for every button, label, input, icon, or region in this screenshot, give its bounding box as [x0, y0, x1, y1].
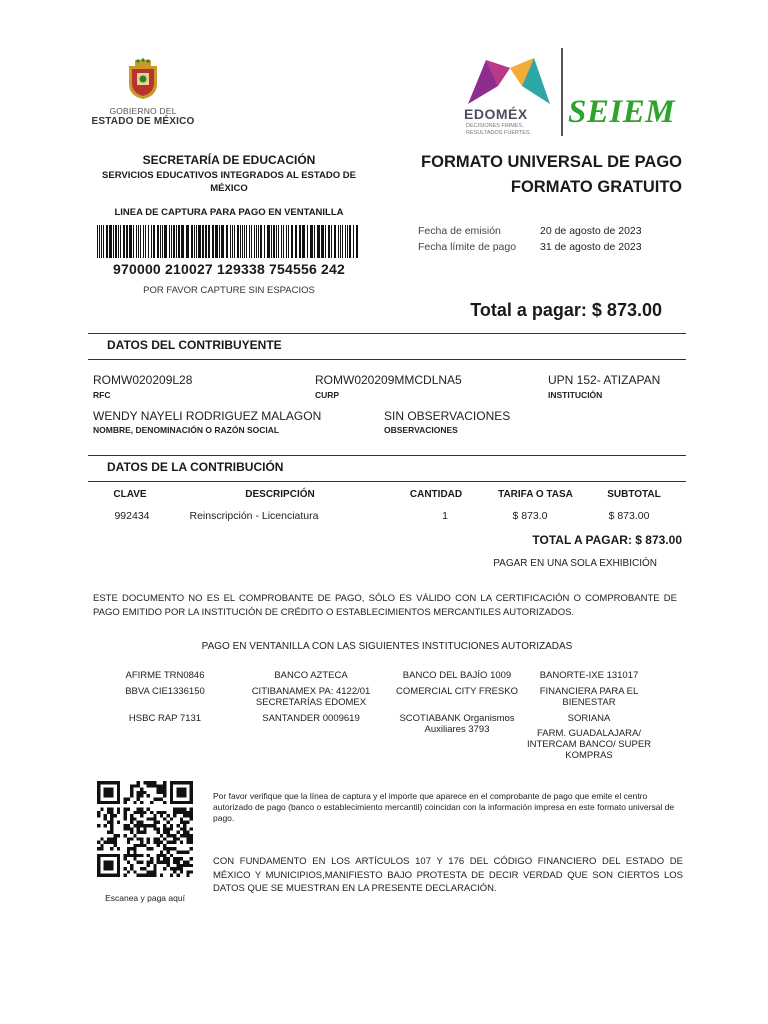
capture-note: POR FAVOR CAPTURE SIN ESPACIOS [143, 285, 315, 296]
institucion-value: UPN 152- ATIZAPAN [548, 373, 661, 387]
bank-hsbc: HSBC RAP 7131 [128, 713, 202, 724]
observaciones-label: OBSERVACIONES [384, 425, 458, 435]
col-subtotal-header: SUBTOTAL [607, 489, 661, 500]
qr-caption: Escanea y paga aquí [105, 893, 185, 903]
col-cantidad-header: CANTIDAD [409, 489, 463, 500]
gobierno-line-1: GOBIERNO DEL [109, 106, 177, 116]
divider [88, 359, 686, 360]
gobierno-estado-mexico-logo [88, 58, 198, 136]
linea-captura-number: 970000 210027 129338 754556 242 [113, 261, 345, 277]
fecha-limite-value: 31 de agosto de 2023 [540, 241, 642, 253]
fundamento-text: CON FUNDAMENTO EN LOS ARTÍCULOS 107 Y 176 DEL CÓDIGO FINANCIERO DEL ESTADO DE MÉXICO Y MUNICIPIOS,MANIFIESTO BAJO PROTESTA DE DECIR VERDAD QUE SON CIERTOS LOS DATOS QUE SE MUESTRAN EN LA PRESENTE DECLARACIÓN. [213, 856, 683, 894]
nombre-value: WENDY NAYELI RODRIGUEZ MALAGON [93, 409, 322, 423]
col-clave-header: CLAVE [113, 489, 147, 500]
verify-text: Por favor verifique que la línea de captura y el importe que aparece en el comprobante de pago que emite el centro autorizado de pago (banco o establecimiento mercantil) coincidan con la información impresa en este formato universal de pago. [213, 791, 675, 823]
bank-bajio: BANCO DEL BAJÍO 1009 [402, 670, 512, 681]
total-a-pagar: TOTAL A PAGAR: $ 873.00 [532, 533, 682, 547]
linea-captura-label: LINEA DE CAPTURA PARA PAGO EN VENTANILLA [114, 207, 344, 218]
rfc-label: RFC [93, 390, 111, 400]
fecha-emision-label: Fecha de emisión [418, 225, 501, 237]
bank-farm-guadalajara: FARM. GUADALAJARA/ INTERCAM BANCO/ SUPER KOMPRAS [526, 728, 652, 761]
pago-ventanilla-title: PAGO EN VENTANILLA CON LAS SIGUIENTES INSTITUCIONES AUTORIZADAS [201, 641, 573, 652]
servicios-subtitle: SERVICIOS EDUCATIVOS INTEGRADOS AL ESTADO DE MÉXICO [102, 170, 356, 194]
bank-santander: SANTANDER 0009619 [262, 713, 360, 724]
col-descripcion-header: DESCRIPCIÓN [245, 489, 315, 500]
edomex-wordmark: EDOMÉX [464, 106, 528, 122]
qr-code-icon[interactable] [97, 781, 193, 877]
row-descripcion: Reinscripción - Licenciatura [189, 510, 319, 522]
logo-divider [561, 48, 563, 136]
contribucion-section-title: DATOS DE LA CONTRIBUCIÓN [107, 460, 284, 474]
contribuyente-section-title: DATOS DEL CONTRIBUYENTE [107, 338, 282, 352]
observaciones-value: SIN OBSERVACIONES [384, 409, 511, 423]
curp-value: ROMW020209MMCDLNA5 [315, 373, 462, 387]
coat-of-arms-icon [126, 58, 160, 100]
row-subtotal: $ 873.00 [608, 510, 650, 522]
bank-soriana: SORIANA [567, 713, 611, 724]
edomex-tagline: DECISIONES FIRMES, RESULTADOS FUERTES. [466, 123, 532, 136]
formato-title: FORMATO UNIVERSAL DE PAGO [421, 153, 682, 171]
divider [88, 481, 686, 482]
bank-citibanamex: CITIBANAMEX PA: 4122/01 SECRETARÍAS EDOMEX [251, 686, 371, 708]
bank-afirme: AFIRME TRN0846 [125, 670, 205, 681]
bank-banorte: BANORTE-IXE 131017 [539, 670, 639, 681]
sola-exhibicion-note: PAGAR EN UNA SOLA EXHIBICIÓN [493, 558, 657, 569]
bank-bbva: BBVA CIE1336150 [125, 686, 205, 697]
nombre-label: NOMBRE, DENOMINACIÓN O RAZÓN SOCIAL [93, 425, 280, 435]
bank-azteca: BANCO AZTECA [274, 670, 348, 681]
edomex-m-icon [464, 52, 554, 106]
barcode-icon [97, 225, 361, 258]
row-tarifa: $ 873.0 [512, 510, 548, 522]
seiem-logo: SEIEM [568, 94, 676, 130]
col-tarifa-header: TARIFA O TASA [498, 489, 573, 500]
institucion-label: INSTITUCIÓN [548, 390, 603, 400]
row-cantidad: 1 [442, 510, 448, 522]
gobierno-line-2: ESTADO DE MÉXICO [91, 116, 195, 127]
total-a-pagar-header: Total a pagar: $ 873.00 [470, 300, 662, 320]
bank-bienestar: FINANCIERA PARA EL BIENESTAR [539, 686, 639, 708]
curp-label: CURP [315, 390, 340, 400]
fecha-limite-label: Fecha límite de pago [418, 241, 517, 253]
bank-city-fresko: COMERCIAL CITY FRESKO [396, 686, 518, 697]
edomex-logo [462, 52, 554, 142]
bank-scotiabank: SCOTIABANK Organismos Auxiliares 3793 [399, 713, 515, 735]
row-clave: 992434 [114, 510, 150, 522]
rfc-value: ROMW020209L28 [93, 373, 193, 387]
fecha-emision-value: 20 de agosto de 2023 [540, 225, 642, 237]
disclaimer-text: ESTE DOCUMENTO NO ES EL COMPROBANTE DE PAGO, SÓLO ES VÁLIDO CON LA CERTIFICACIÓN O COMPROBANTE DE PAGO EMITIDO POR LA INSTITUCIÓN DE CRÉDITO O ESTABLECIMIENTOS MERCANTILES AUTORIZADOS. [93, 593, 677, 618]
divider [88, 455, 686, 456]
secretaria-title: SECRETARÍA DE EDUCACIÓN [142, 153, 316, 167]
divider [88, 333, 686, 334]
formato-subtitle: FORMATO GRATUITO [510, 178, 682, 196]
